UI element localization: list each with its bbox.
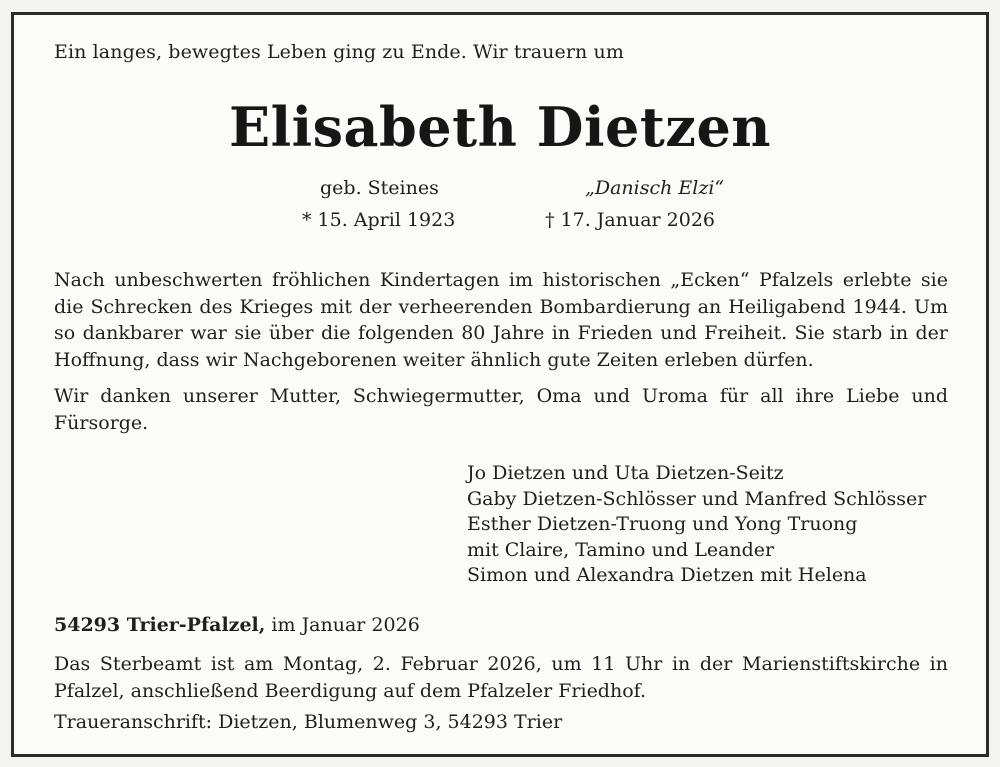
place: 54293 Trier-Pfalzel, <box>54 614 266 636</box>
family-line: mit Claire, Tamino und Leander <box>467 538 775 561</box>
funeral-paragraph: Das Sterbeamt ist am Montag, 2. Februar 2026, um 11 Uhr in der Marienstiftskirche in Pfalzel, anschließend Beerdigung auf dem Pfalzeler Friedhof. <box>54 653 948 702</box>
birth-date: * 15. April 1923 <box>302 209 456 231</box>
life-paragraph: Nach unbeschwerten fröhlichen Kindertagen im historischen „Ecken“ Pfalzels erlebte sie die Schrecken des Krieges mit der verheerenden Bombardierung an Heiligabend 1944. Um so dankbarer war sie über die folgenden 80 Jahre in Frieden und Freiheit. Sie starb in der Hoffnung, dass wir Nachgeborenen weiter ähnlich gute Zeiten erleben dürfen. <box>54 269 948 371</box>
deceased-name: Elisabeth Dietzen <box>228 95 772 159</box>
family-line: Gaby Dietzen-Schlösser und Manfred Schlösser <box>467 487 927 510</box>
intro-line: Ein langes, bewegtes Leben ging zu Ende. Wir trauern um <box>54 41 624 63</box>
family-line: Esther Dietzen-Truong und Yong Truong <box>467 513 858 535</box>
mourning-address: Traueranschrift: Dietzen, Blumenweg 3, 54293 Trier <box>54 711 563 733</box>
obituary-frame <box>11 12 989 757</box>
birth-name: geb. Steines <box>320 177 439 199</box>
family-line: Jo Dietzen und Uta Dietzen-Seitz <box>467 462 784 484</box>
place-date: im Januar 2026 <box>265 614 420 636</box>
thanks-paragraph: Wir danken unserer Mutter, Schwiegermutter, Oma und Uroma für all ihre Liebe und Fürsorge. <box>54 385 948 434</box>
family-line: Simon und Alexandra Dietzen mit Helena <box>467 564 867 586</box>
family-list <box>467 461 926 589</box>
death-date: † 17. Januar 2026 <box>545 209 716 231</box>
nickname: „Danisch Elzi“ <box>585 177 725 199</box>
place-date-line <box>54 614 420 636</box>
